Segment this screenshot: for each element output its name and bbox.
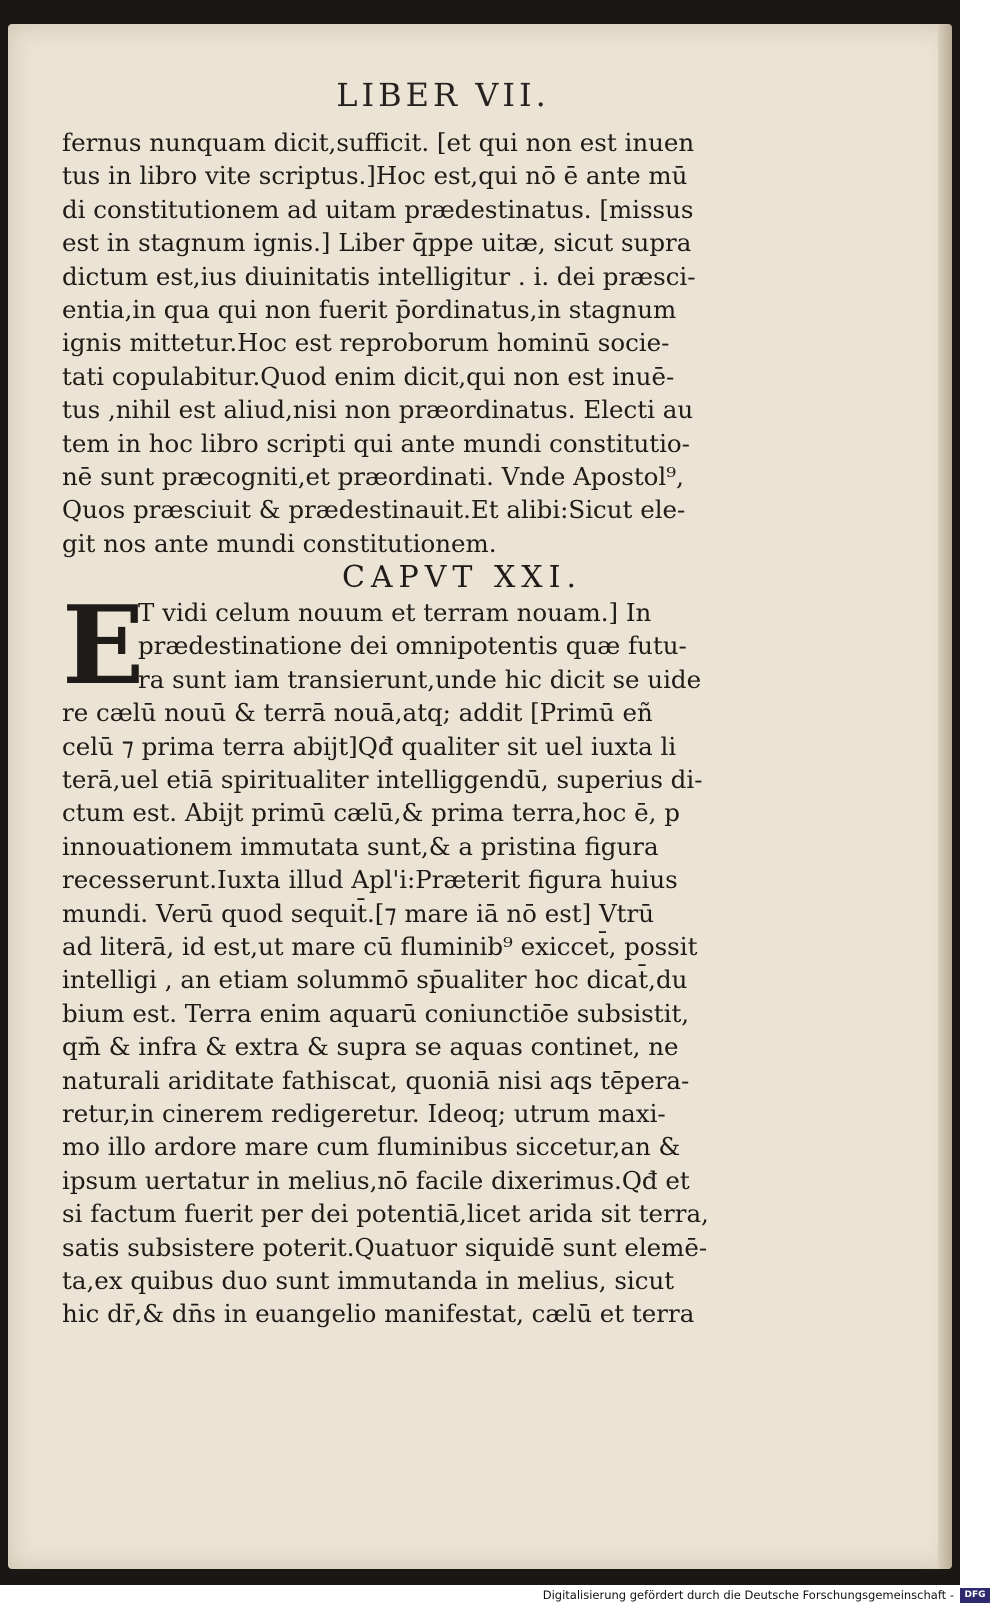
- text-line: nē sunt præcogniti,et præordinati. Vnde Apostol⁹,: [62, 461, 684, 491]
- text-line: ad literā, id est,ut mare cū fluminib⁹ exiccet̄, possit: [62, 931, 698, 961]
- text-line: intelligi , an etiam solummō sp̄ualiter hoc dicat̄,du: [62, 965, 688, 995]
- page-edge: [938, 24, 952, 1569]
- text-line: hic dr̄,& dn̄s in euangelio manifestat, cælū et terra: [62, 1299, 695, 1329]
- text-line: dictum est,ius diuinitatis intelligitur . i. dei præsci-: [62, 261, 696, 291]
- text-line: est in stagnum ignis.] Liber q̄ppe uitæ, sicut supra: [62, 228, 692, 258]
- text-line: tem in hoc libro scripti qui ante mundi constitutio-: [62, 428, 690, 458]
- text-line: T vidi celum nouum et terram nouam.] In: [138, 598, 652, 628]
- text-line: tati copulabitur.Quod enim dicit,qui non est inuē-: [62, 361, 675, 391]
- decorated-initial: [62, 583, 145, 710]
- text-line: bium est. Terra enim aquarū coniunctiōe subsistit,: [62, 998, 690, 1028]
- text-line: di constitutionem ad uitam prædestinatus. [missus: [62, 194, 694, 224]
- text-line: fernus nunquam dicit,sufficit. [et qui non est inuen: [62, 128, 695, 157]
- text-line: qm̄ & infra & extra & supra se aquas continet, ne: [62, 1032, 679, 1062]
- text-line: ignis mittetur.Hoc est reproborum hominū socie-: [62, 328, 670, 358]
- text-line: ra sunt iam transierunt,unde hic dicit se uide: [138, 664, 702, 694]
- running-head: LIBER VII.: [336, 76, 550, 114]
- chapter-opening: [62, 583, 802, 710]
- text-line: ctum est. Abijt primū cælū,& prima terra,hoc ē, p: [62, 798, 680, 828]
- text-before-chapter: [62, 126, 802, 560]
- text-line: git nos ante mundi constitutionem.: [62, 528, 497, 558]
- text-line: naturali ariditate fathiscat, quoniā nisi aqs tēpera-: [62, 1065, 690, 1095]
- text-line: retur,in cinerem redigeretur. Ideoq; utrum maxi-: [62, 1098, 666, 1128]
- initial-letter: E: [62, 583, 145, 710]
- text-line: si factum fuerit per dei potentiā,licet arida sit terra,: [62, 1199, 709, 1229]
- text-line: recesserunt.Iuxta illud Apl'i:Præterit figura huius: [62, 865, 678, 895]
- text-line: satis subsistere poterit.Quatuor siquidē sunt elemē-: [62, 1232, 708, 1262]
- body-text: [62, 126, 802, 1331]
- text-line: mo illo ardore mare cum fluminibus siccetur,an &: [62, 1132, 681, 1162]
- footer: [0, 1585, 1000, 1608]
- text-line: mundi. Verū quod sequit̄.[⁊ mare iā nō est] Vtrū: [62, 898, 654, 928]
- footer-credit: Digitalisierung gefördert durch die Deutsche Forschungsgemeinschaft -: [542, 1588, 954, 1602]
- text-line: ipsum uertatur in melius,nō facile dixerimus.Qđ et: [62, 1165, 690, 1195]
- text-line: innouationem immutata sunt,& a pristina figura: [62, 831, 659, 861]
- chapter-heading: CAPVT XXI.: [341, 560, 583, 596]
- book-page: [8, 24, 952, 1569]
- text-line: entia,in qua qui non fuerit p̄ordinatus,in stagnum: [62, 294, 677, 324]
- initial-lines: [138, 596, 802, 696]
- text-line: tus ,nihil est aliud,nisi non præordinatus. Electi au: [62, 395, 694, 425]
- text-line: tus in libro vite scriptus.]Hoc est,qui nō ē ante mū: [62, 161, 688, 191]
- text-line: Quos præsciuit & prædestinauit.Et alibi:Sicut ele-: [62, 495, 686, 525]
- text-line: terā,uel etiā spiritualiter intelliggendū, superius di-: [62, 765, 703, 795]
- text-line: prædestinatione dei omnipotentis quæ futu-: [138, 631, 687, 661]
- text-line: re cælū nouū & terrā nouā,atq; addit [Primū eñ: [62, 698, 653, 728]
- text-line: ta,ex quibus duo sunt immutanda in melius, sicut: [62, 1265, 675, 1295]
- dfg-logo: DFG: [960, 1588, 990, 1603]
- text-after-initial: [62, 696, 802, 1330]
- text-line: celū ⁊ prima terra abijt]Qđ qualiter sit uel iuxta li: [62, 731, 677, 761]
